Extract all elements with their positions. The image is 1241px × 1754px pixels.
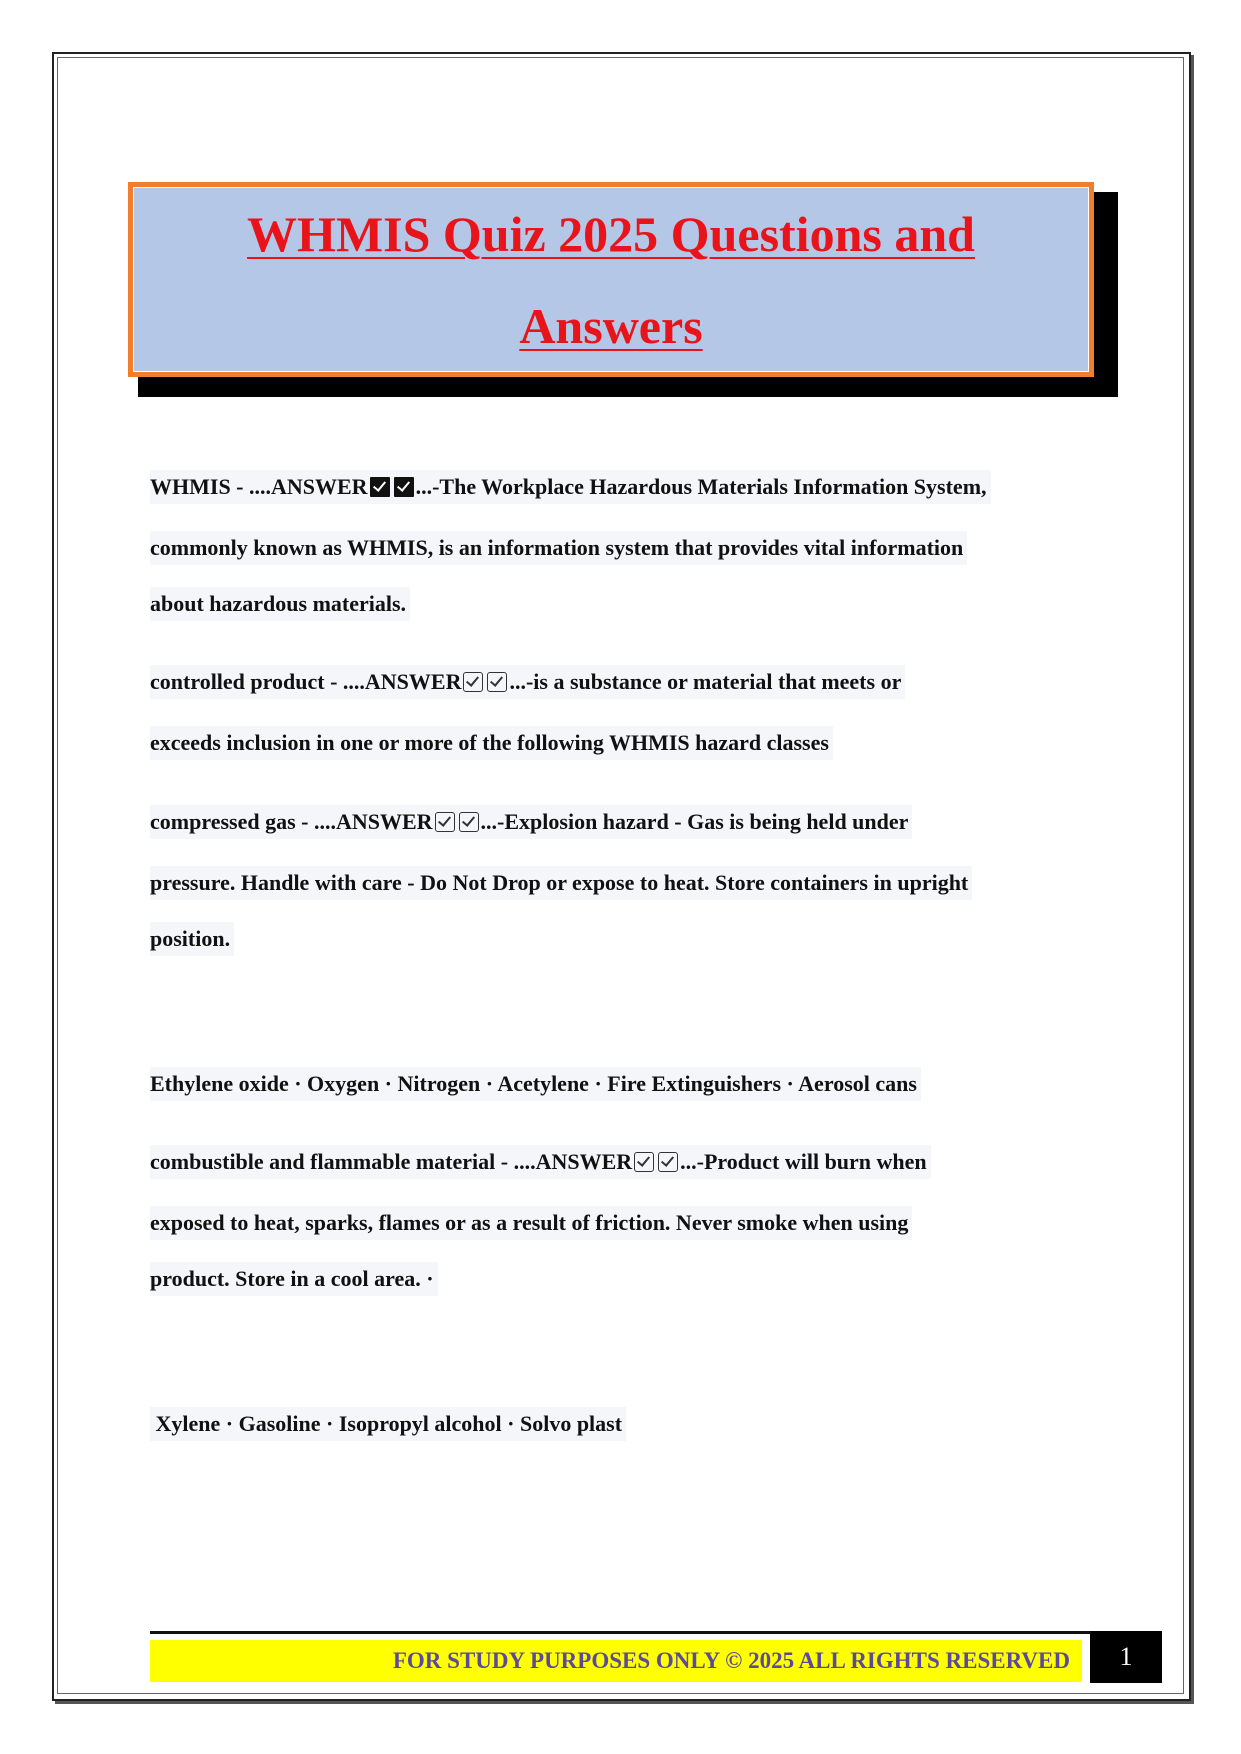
page-title-line-2: Answers <box>519 297 703 354</box>
entry-term: combustible and flammable material - ....ANSWER <box>150 1149 633 1174</box>
entry-line: pressure. Handle with care - Do Not Drop or expose to heat. Store containers in upright <box>150 866 972 900</box>
entry-line: about hazardous materials. <box>150 587 410 621</box>
entry-answer: ...-is a substance or material that meets or <box>509 669 902 694</box>
entry-answer: ...-Product will burn when <box>680 1149 927 1174</box>
entry-answer: ...-Explosion hazard - Gas is being held under <box>480 809 909 834</box>
check-mark-icon <box>487 672 507 692</box>
entry-term: controlled product - ....ANSWER <box>150 669 462 694</box>
entry-term: WHMIS - ....ANSWER <box>150 474 368 499</box>
check-mark-icon <box>435 812 455 832</box>
entry-line <box>150 665 905 699</box>
entry-line: position. <box>150 922 234 956</box>
entry-line <box>150 805 912 839</box>
entry-line <box>150 470 991 504</box>
page-title-line-1: WHMIS Quiz 2025 Questions and <box>247 205 975 262</box>
check-mark-icon <box>463 672 483 692</box>
entry-term: compressed gas - ....ANSWER <box>150 809 433 834</box>
checkbox-icon <box>394 477 414 497</box>
entry-line: product. Store in a cool area. · <box>150 1262 438 1296</box>
entry-line <box>150 1145 931 1179</box>
footer-text: FOR STUDY PURPOSES ONLY © 2025 ALL RIGHTS RESERVED <box>392 1648 1070 1673</box>
entry-line: exposed to heat, sparks, flames or as a result of friction. Never smoke when using <box>150 1206 912 1240</box>
page-number: 1 <box>1090 1631 1162 1683</box>
footer-rule <box>150 1631 1090 1634</box>
examples-line: Ethylene oxide · Oxygen · Nitrogen · Acetylene · Fire Extinguishers · Aerosol cans <box>150 1067 921 1101</box>
check-mark-icon <box>459 812 479 832</box>
check-mark-icon <box>658 1152 678 1172</box>
title-box-inner <box>133 187 1089 372</box>
entry-answer: ...-The Workplace Hazardous Materials Information System, <box>415 474 987 499</box>
examples-line: Xylene · Gasoline · Isopropyl alcohol · Solvo plast <box>150 1407 626 1441</box>
footer-bar <box>150 1640 1082 1682</box>
entry-line: exceeds inclusion in one or more of the following WHMIS hazard classes <box>150 726 833 760</box>
check-mark-icon <box>634 1152 654 1172</box>
checkbox-icon <box>370 477 390 497</box>
entry-line: commonly known as WHMIS, is an information system that provides vital information <box>150 531 967 565</box>
title-box <box>128 182 1094 377</box>
